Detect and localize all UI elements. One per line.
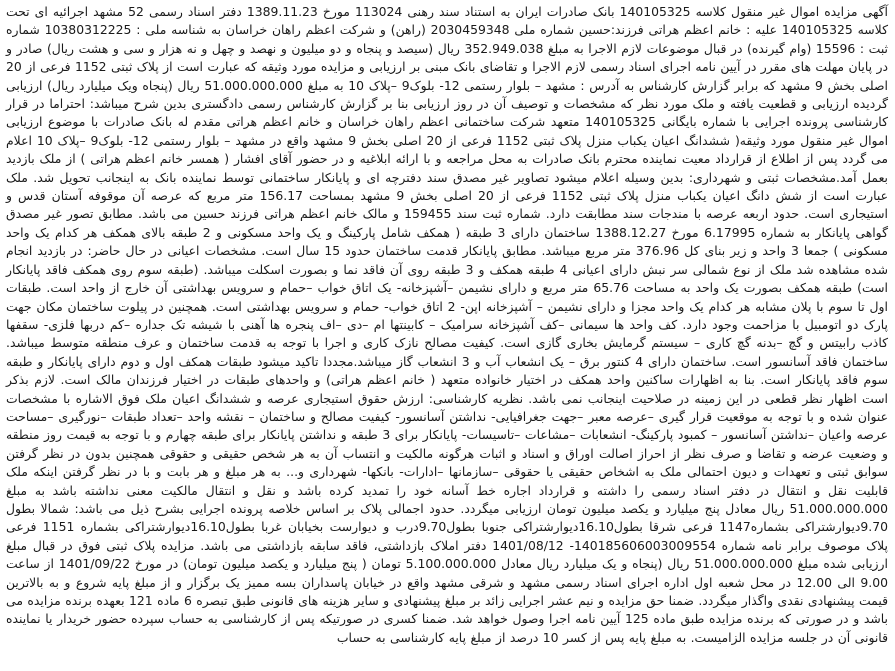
notice-body-text: آگهی مزایده اموال غیر منقول کلاسه 140105325 بانک صادرات ایران به استناد سند رهنی 113024 مورخ 1389.11.23 دفتر اسناد رسمی 52 مشهد اجرائیه ای تحت کلاسه 140105325 علیه : خانم اعظم هراتی فرزند:حسین شماره ملی 2030459348 (راهن) و شرکت اعظم راهان خراسان به شناسه ملی : 10380312225 شماره ثبت : 15596 (وام گیرنده) در قبال موضوعات لازم الاجرا به مبلغ 352.949.038 ریال (سیصد و پنجاه و دو میلیون و نهصد و چهل و نه هزار و سی و هشت ریال) صادر و در پایان مهلت های مقرر در آیین نامه اجرای اسناد رسمی لازم الاجرا و تقاضای بانک مبنی بر ارزیابی و مزایده مورد وثیقه که عبارت است از پلاک ثبتی 1152 فرعی از 20 اصلی بخش 9 مشهد که برابر گزارش کارشناس به آدرس : مشهد – بلوار رستمی 12- بلوک9 –پلاک 10 به مبلغ 51.000.000.000 ریال (پنجاه ویک میلیارد ریال) ارزیابی گردیده ارزیابی و قطعیت یافته و ملک مورد نظر که مشخصات و توصیف آن در روز ارزیابی بنا بر گزارش کارشناس رسمی دادگستری بدین شرح میباشد: احتراما در قرار کارشناسی پرونده اجرایی با شماره بایگانی 140105325 متعهد شرکت ساختمانی اعظم راهان خراسان و خانم اعظم هراتی مقدم له بانک صادرات با موضوع ارزیابی اموال غیر منقول مورد وثیقه( ششدانگ اعیان یکباب منزل پلاک ثبتی 1152 فرعی از 20 اصلی بخش 9 مشهد واقع در مشهد – بلوار رستمی 12- بلوک9 –پلاک 10 اعلام می گردد پس از اطلاع از قرارداد معیت نماینده محترم بانک صادرات به محل مراجعه و با ارائه ابلاغیه و در حضور آقای افشار ( همسر خانم اعظم هراتی ) از ملک بازدید بعمل آمد.مشخصات ثبتی و شهرداری: بدین وسیله اعلام میشود تصاویر غیر مصدق سند دفترچه ای و پایانکار ساختمانی توسط نماینده بانک به اینجانب تحویل شد. ملک عبارت است از شش دانگ اعیان یکباب منزل پلاک ثبتی 1152 فرعی از 20 اصلی بخش 9 مشهد بمساحت 156.17 متر مربع که عرصه آن موقوفه آستان قدس و استیجاری است. حدود اربعه عرصه با مندجات سند مطابقت دارد. شماره ثبت سند 159455 و مالک خانم اعظم هراتی فرزند حسین می باشد. مطابق تصور غیر مصدق گواهی پایانکار به شماره 6.17995 مورخ 1388.12.27 ساختمان دارای 3 طبقه ( همکف شامل پارکینگ و یک واحد مسکونی و 2 طبقه بالای همکف هر کدام یک واحد مسکونی ) جمعا 3 واحد و زیر بنای کل 376.96 متر مربع میباشد. مطابق پایانکار قدمت ساختمان حدود 15 سال است. مشخصات اعیانی در حال حاضر: در بازدید انجام شده مشاهده شد ملک از نوع شمالی سر نبش دارای اعیانی 4 طبقه همکف و 3 طبقه روی آن فاقد نما و بصورت اسکلت میباشد. (طبقه سوم روی همکف فاقد پایانکار است) طبقه همکف بصورت یک واحد به مساحت 65.76 متر مربع و دارای نشیمن –آشپزخانه- یک اتاق خواب –حمام و سرویس بهداشتی آن خارج از واحد است. طبقات اول تا سوم با پلان مشابه هر کدام یک واحد مجزا و دارای نشیمن – آشپزخانه اپن- 2 اتاق خواب- حمام و سرویس بهداشتی است. همچنین در پیلوت ساختمان مکان جهت پارک دو اتومبیل با مزاحمت وجود دارد. کف واحد ها سیمانی –کف آشپزخانه سرامیک – کابینتها ام –دی –اف پنجره ها آهنی با شیشه تک جداره –کم دربها فلزی- سقفها کاذب رابیتس و گچ –بدنه گچ کاری – سیستم گرمایش بخاری گازی است. کیفیت مصالح نازک کاری و اجرا با توجه به قدمت ساختمان و عرف منطقه متوسط میباشد. ساختمان فاقد آسانسور است. ساختمان دارای 4 کنتور برق – یک انشعاب آب و 3 انشعاب گاز میباشد.مجددا تاکید میشود طبقات همکف اول و دوم دارای پایانکار و طبقه سوم فاقد پایانکار است. بنا به اظهارات ساکنین واحد همکف در اختیار خانواده متعهد ( خانم اعظم هراتی) و واحدهای طبقات در اختیار فرزندان مالک است. لازم بذکر است اظهار نظر قطعی در این زمینه در صلاحیت اینجانب نمی باشد. نظریه کارشناسی: ارزش حقوق استیجاری عرصه و ششدانگ اعیان ملک فوق الاشاره با مشخصات عنوان شده و با توجه به موقعیت قرار گیری –عرصه معبر –جهت جغرافیایی- نداشتن آسانسور- کیفیت مصالح و ساختمان – نقشه واحد –تعداد طبقات –نورگیری –مساحت عرصه واعیان –نداشتن آسانسور – کمبود پارکینگ- انشعابات –مشاعات –تاسیسات- پایانکار برای 3 طبقه و نداشتن پایانکار برای طبقه چهارم و با توجه به قیمت روز منطقه و وضعیت عرضه و تقاضا و صرف نظر از احراز اصالت اوراق و اسناد و اثبات هرگونه مالکیت و انتساب آن به هر شخص حقیقی و حقوقی همچنین بدون در نظر گرفتن سوابق ثبتی و تعهدات و دیون احتمالی ملک به اشخاص حقیقی یا حقوقی –سازمانها –ادارات- بانکها- شهرداری و... به هر مبلغ و هر بابت و با در نظر گرفتن اینکه ملک قابلیت نقل و انتقال در دفتر اسناد رسمی را داشته و قرارداد اجاره خط آسانه خود را تمدید کرده باشد و نقل و انتقال مالکیت معنی نداشته باشد به مبلغ 51.000.000.000 ریال معادل پنج میلیارد و یکصد میلیون تومان ارزیابی میگردد. حدود اجمالی پلاک بر اساس خلاصه پرونده اجرایی بشرح ذیل می باشد: شمالا بطول 9.70دیوارشتراکی بشماره1147 فرعی شرقا بطول16.10دیوارشتراکی جنوبا بطول9.70درب و دیوارست بخیابان غربا بطول16.10دیوارشتراکی بشماره 1151 فرعی پلاک موصوف برابر نامه شماره 140185606003009554- 1401/08/12 دفتر املاک بازداشتی، فاقد سابقه بازداشتی می باشد. مزایده پلاک ثبتی فوق در قبال مبلغ ارزیابی شده مبلغ 51.000.000.000 ریال (پنجاه و یک میلیارد ریال معادل 5.100.000.000 تومان ( پنج میلیارد و یکصد میلیون تومان) در مورخ 1401/09/22 از ساعت 9.00 الی 12.00 در محل شعبه اول اداره اجرای اسناد رسمی مشهد و شرقی مشهد واقع در خیابان پاسداران بسه ممیز یک برگزار و از مبلغ پایه شروع و به بالاترین قیمت پیشنهادی نقدی واگذار میگردد. ضمنا حق مزایده و نیم عشر اجرایی زائد بر مبلغ پیشنهادی و سایر هزینه های قانونی طبق تبصره 6 ماده 121 بعهده برنده مزایده می باشد و در صورتی که برنده مزایده طبق ماده 125 آیین نامه اجرا وصول خواهد شد. ضمنا کسری در صورتیکه پس از کارشناسی به حساب سپرده حضور خریدار یا نماینده قانونی آن در جلسه مزایده الزامیست. به مبلغ پایه پس از کسر 10 درصد از مبلغ پایه کارشناسی به حساب — [6, 4, 889, 645]
